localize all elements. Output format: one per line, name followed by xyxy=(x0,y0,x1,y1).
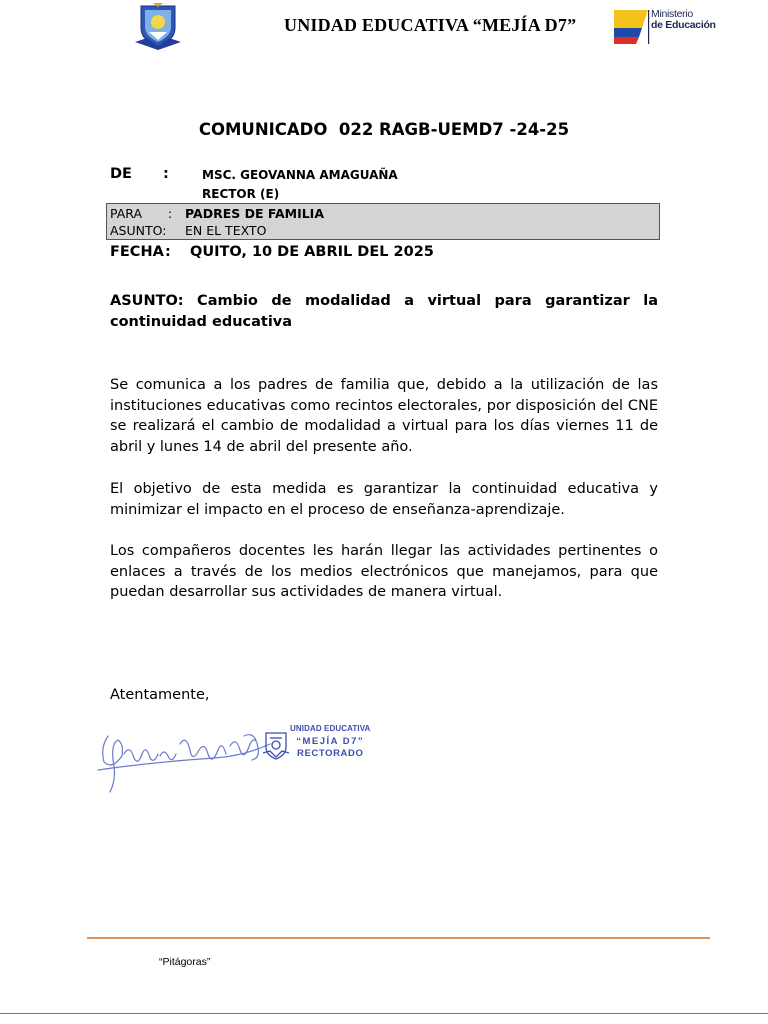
school-crest-logo xyxy=(133,2,183,50)
subject-heading: ASUNTO: Cambio de modalidad a virtual para garantizar la continuidad educativa xyxy=(110,293,658,330)
stamp-line-1: UNIDAD EDUCATIVA xyxy=(290,724,371,733)
to-value: PADRES DE FAMILIA xyxy=(185,206,325,221)
ministry-wordmark xyxy=(651,9,716,31)
handwritten-signature xyxy=(94,714,274,794)
stamp-line-2: “MEJÍA D7” xyxy=(296,736,365,747)
body-paragraph-1: Se comunica a los padres de familia que, debido a la utilización de las instituciones educativas como recintos electorales, por disposición del CNE se realizará el cambio de modalidad a virtual para los días viernes 11 de abril y lunes 14 de abril del presente año. xyxy=(110,377,658,455)
subject-value: EN EL TEXTO xyxy=(185,223,267,238)
subject-label: ASUNTO: xyxy=(110,223,167,238)
to-colon: : xyxy=(168,206,173,221)
from-name: MSC. GEOVANNA AMAGUAÑA xyxy=(202,168,398,182)
body-paragraph-3: Los compañeros docentes les harán llegar las actividades pertinentes o enlaces a través de los medios electrónicos que manejamos, para que puedan desarrollar sus actividades de manera virtual. xyxy=(110,543,658,600)
ministry-line-2: de Educación xyxy=(651,19,716,31)
subject-row xyxy=(110,223,266,238)
document-title: COMUNICADO 022 RAGB-UEMD7 -24-25 xyxy=(198,120,570,139)
stamp-crest-icon xyxy=(262,729,290,761)
closing-salutation: Atentamente, xyxy=(110,687,210,703)
to-label: PARA xyxy=(110,206,143,221)
footer-motto: “Pitágoras” xyxy=(159,956,211,968)
ministry-line-1: Ministerio xyxy=(651,8,693,20)
body-paragraph-2: El objetivo de esta medida es garantizar la continuidad educativa y minimizar el impacto en el proceso de enseñanza-aprendizaje. xyxy=(110,481,658,518)
date-label: FECHA xyxy=(110,244,164,260)
date-value: QUITO, 10 DE ABRIL DEL 2025 xyxy=(190,244,434,260)
recipient-box xyxy=(106,203,660,240)
school-name: UNIDAD EDUCATIVA “MEJÍA D7” xyxy=(284,15,577,35)
rector-stamp xyxy=(290,724,370,759)
from-label: DE xyxy=(110,166,132,182)
page-bottom-edge xyxy=(0,1013,768,1014)
recipient-row xyxy=(110,206,324,221)
date-colon: : xyxy=(165,244,171,260)
footer-divider xyxy=(87,937,710,939)
from-colon: : xyxy=(163,166,169,182)
stamp-line-3: RECTORADO xyxy=(296,748,364,759)
from-role: RECTOR (E) xyxy=(202,187,280,201)
